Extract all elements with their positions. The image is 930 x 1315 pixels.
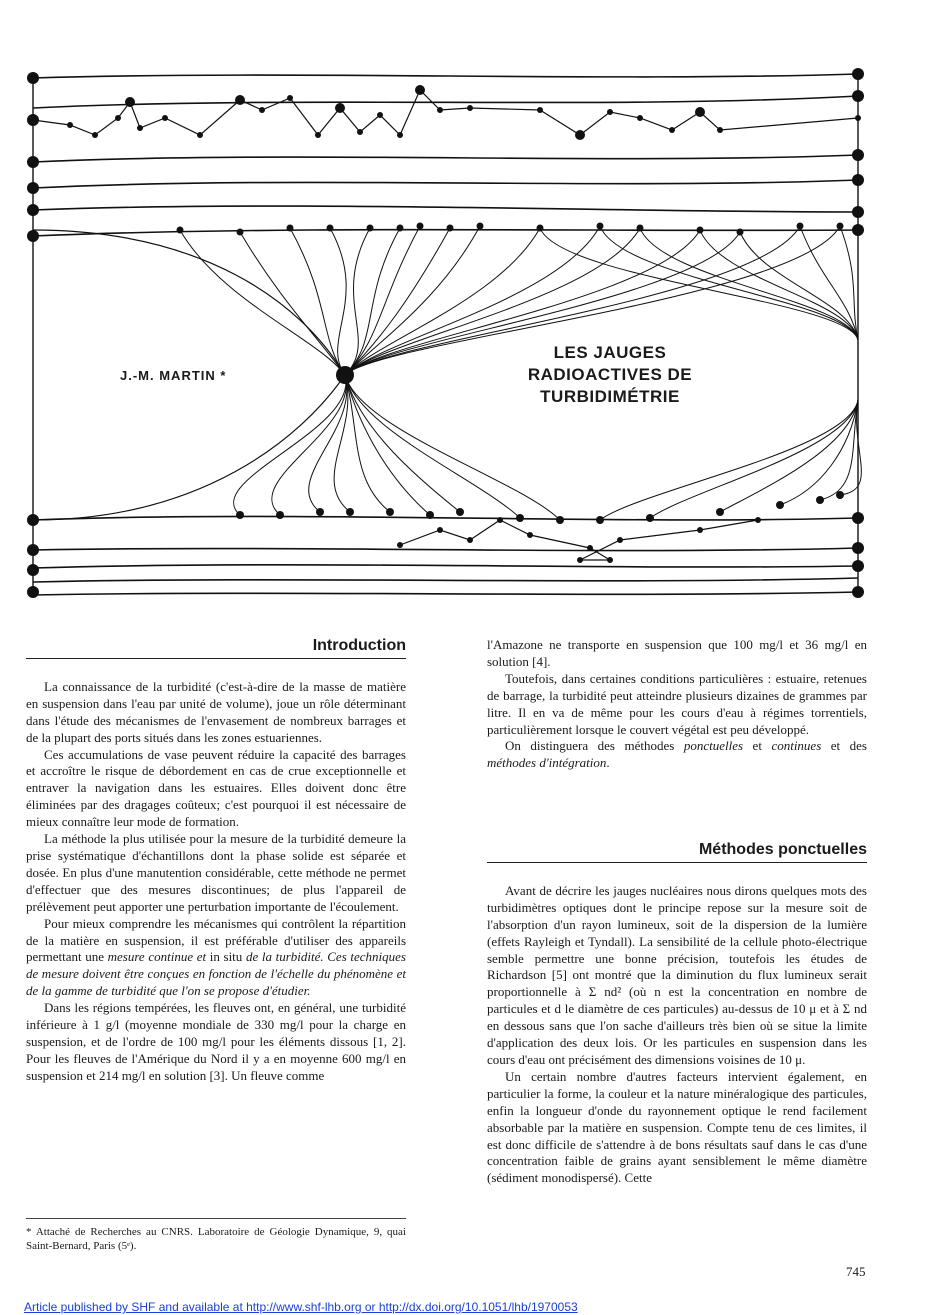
node-dot [516, 514, 524, 522]
node-dot [27, 156, 39, 168]
node-dot [335, 103, 345, 113]
node-dot [852, 560, 864, 572]
footnote: * Attaché de Recherches au CNRS. Laboratoire de Géologie Dynamique, 9, quai Saint-Bernard, Paris (5ᵉ). [26, 1218, 406, 1253]
node-dot [852, 90, 864, 102]
intro-paragraph: Dans les régions tempérées, les fleuves ont, en général, une turbidité inférieure à 1 g/l (moyenne mondiale de 330 mg/l pour la charge en suspension, et de l'ordre de 100 mg/l pour les éléments dissous [1, 2]. Pour les fleuves de l'Amérique du Nord il y a en moyenne 600 mg/l en suspension et 214 mg/l en solution [3]. Un fleuve comme [26, 1000, 406, 1083]
node-dot [197, 132, 203, 138]
node-dot [537, 107, 543, 113]
node-dot [447, 225, 454, 232]
body-paragraph: l'Amazone ne transporte en suspension que 100 mg/l et 36 mg/l en solution [4]. [487, 637, 867, 669]
intro-paragraph: La connaissance de la turbidité (c'est-à-dire de la masse de matière en suspension dans l'eau par unité de volume), joue un rôle déterminant dans l'étude des mécanismes de l'envasement de nombreux barrages et de la plupart des ports situés dans les zones estuariennes. [26, 678, 406, 745]
node-dot [287, 95, 293, 101]
node-dot [27, 182, 39, 194]
node-dot [669, 127, 675, 133]
body-paragraph: Avant de décrire les jauges nucléaires nous dirons quelques mots des turbidimètres optiques dont le principe repose sur la mesure soit de l'absorption d'un rayon lumineux, soit de la dispersion de la lumière (effets Rayleigh et Tyndall). La sensibilité de la cellule photo-électrique semble permettre une bonne précision, toutefois les études de Richardson [5] ont montré que la diminution du flux lumineux serait proportionnelle à Σ nd² (où n est la concentration en nombre de particules et d le diamètre de ces particules) au-dessus de 10 μ et à Σ nd en dessous sans que l'on sache d'ailleurs très bien où se situe la limite d'application des deux lois. Or les particules en suspension dans les cours d'eau ont précisément des dimensions voisines de 10 μ. [487, 882, 867, 1067]
node-dot [417, 223, 424, 230]
node-dot [27, 72, 39, 84]
node-dot [836, 491, 844, 499]
node-dot [92, 132, 98, 138]
node-dot [386, 508, 394, 516]
node-dot [327, 225, 334, 232]
node-dot [556, 516, 564, 524]
node-dot [837, 223, 844, 230]
node-dot [67, 122, 73, 128]
node-dot [587, 545, 593, 551]
node-dot [697, 227, 704, 234]
node-dot [637, 115, 643, 121]
node-dot [575, 130, 585, 140]
node-dot [607, 109, 613, 115]
node-dot [617, 537, 623, 543]
node-dot [437, 107, 443, 113]
node-dot [467, 537, 473, 543]
node-dot [236, 511, 244, 519]
author-name: J.-M. MARTIN * [120, 368, 227, 383]
node-dot [426, 511, 434, 519]
node-dot [537, 225, 544, 232]
node-dot [697, 527, 703, 533]
node-dot [162, 115, 168, 121]
node-dot [125, 97, 135, 107]
node-dot [437, 527, 443, 533]
node-dot [315, 132, 321, 138]
page-number: 745 [846, 1264, 866, 1279]
node-dot [852, 174, 864, 186]
node-dot [477, 223, 484, 230]
node-dot [336, 366, 354, 384]
node-dot [852, 68, 864, 80]
node-dot [235, 95, 245, 105]
title-line-1: LES JAUGES [553, 343, 667, 362]
section-heading-introduction: Introduction [26, 638, 406, 659]
node-dot [27, 586, 39, 598]
node-dot [646, 514, 654, 522]
body-paragraph: Toutefois, dans certaines conditions particulières : estuaire, retenues de barrage, la turbidité peut atteindre plusieurs dizaines de grammes par litre. Il en va de même pour les cours d'eau à régimes torrentiels, particulièrement lorsque le couvert végétal est peu développé. [487, 670, 867, 737]
node-dot [367, 225, 374, 232]
node-dot [456, 508, 464, 516]
node-dot [27, 114, 39, 126]
article-source-link[interactable]: Article published by SHF and available at http://www.shf-lhb.org or http://dx.doi.org/10.1051/lhb/1970053 [24, 1300, 578, 1314]
node-dot [852, 586, 864, 598]
node-dot [357, 129, 363, 135]
node-dot [27, 514, 39, 526]
title-line-2: RADIOACTIVES DE [527, 365, 693, 384]
node-dot [27, 544, 39, 556]
node-dot [852, 512, 864, 524]
node-dot [377, 112, 383, 118]
node-dot [137, 125, 143, 131]
node-dot [852, 206, 864, 218]
node-dot [597, 223, 604, 230]
node-dot [755, 517, 761, 523]
node-dot [346, 508, 354, 516]
node-dot [397, 542, 403, 548]
node-dot [855, 115, 861, 121]
node-dot [287, 225, 294, 232]
intro-paragraph: Ces accumulations de vase peuvent réduire la capacité des barrages et accroître le risque de débordement en cas de crue exceptionnelle et entraver la navigation dans les estuaires. Elles doivent donc être éliminées par des dragages coûteux; c'est pourquoi il est nécessaire de mieux connaître leur mode de formation. [26, 746, 406, 830]
node-dot [415, 85, 425, 95]
node-dot [177, 227, 184, 234]
title-line-3: TURBIDIMÉTRIE [540, 387, 680, 406]
node-dot [816, 496, 824, 504]
node-dot [115, 115, 121, 121]
node-dot [397, 132, 403, 138]
intro-paragraph: La méthode la plus utilisée pour la mesure de la turbidité demeure la prise systématique d'échantillons dont la phase solide est séparée et dosée. En plus d'une manutention considérable, cette méthode ne permet d'effectuer que des mesures discontinues; de plus l'appareil de prélèvement peut apporter une perturbation importante de l'écoulement. [26, 831, 406, 914]
node-dot [276, 511, 284, 519]
node-dot [27, 230, 39, 242]
node-dot [596, 516, 604, 524]
node-dot [852, 542, 864, 554]
node-dot [497, 517, 503, 523]
body-paragraph: Un certain nombre d'autres facteurs intervient également, en particulier la forme, la couleur et la nature minéralogique des particules, enfin la longueur d'onde du rayonnement optique le rend facilement absorbable par la matière en suspension. Compte tenu de ces limites, il est donc difficile de s'attendre à de bons résultats sauf dans le cas d'une concentration faible de grains ayant sensiblement le même diamètre (sédiment monodispersé). Cette [487, 1068, 867, 1186]
intro-paragraph: Pour mieux comprendre les mécanismes qui contrôlent la répartition de la matière en suspension, il est préférable d'utiliser des appareils permettant une mesure continue et in situ de la turbidité. Ces techniques de mesure doivent être conçues en fonction de l'échelle du phénomène et de la gamme de turbidité que l'on se propose d'étudier. [26, 915, 406, 999]
node-dot [852, 149, 864, 161]
node-dot [397, 225, 404, 232]
node-dot [316, 508, 324, 516]
right-column-top [487, 637, 867, 772]
node-dot [716, 508, 724, 516]
left-column [26, 638, 406, 1085]
node-dot [527, 532, 533, 538]
node-dot [737, 229, 744, 236]
right-column-methodes [487, 842, 867, 1187]
node-dot [27, 204, 39, 216]
cover-illustration [0, 0, 930, 620]
node-dot [695, 107, 705, 117]
article-title [480, 342, 740, 408]
node-dot [259, 107, 265, 113]
node-dot [237, 229, 244, 236]
node-dot [467, 105, 473, 111]
body-paragraph: On distinguera des méthodes ponctuelles et continues et des méthodes d'intégration. [487, 738, 867, 771]
node-dot [717, 127, 723, 133]
node-dot [577, 557, 583, 563]
node-dot [27, 564, 39, 576]
node-dot [607, 557, 613, 563]
section-heading-methodes: Méthodes ponctuelles [487, 842, 867, 863]
node-dot [852, 224, 864, 236]
node-dot [776, 501, 784, 509]
node-dot [797, 223, 804, 230]
node-dot [637, 225, 644, 232]
